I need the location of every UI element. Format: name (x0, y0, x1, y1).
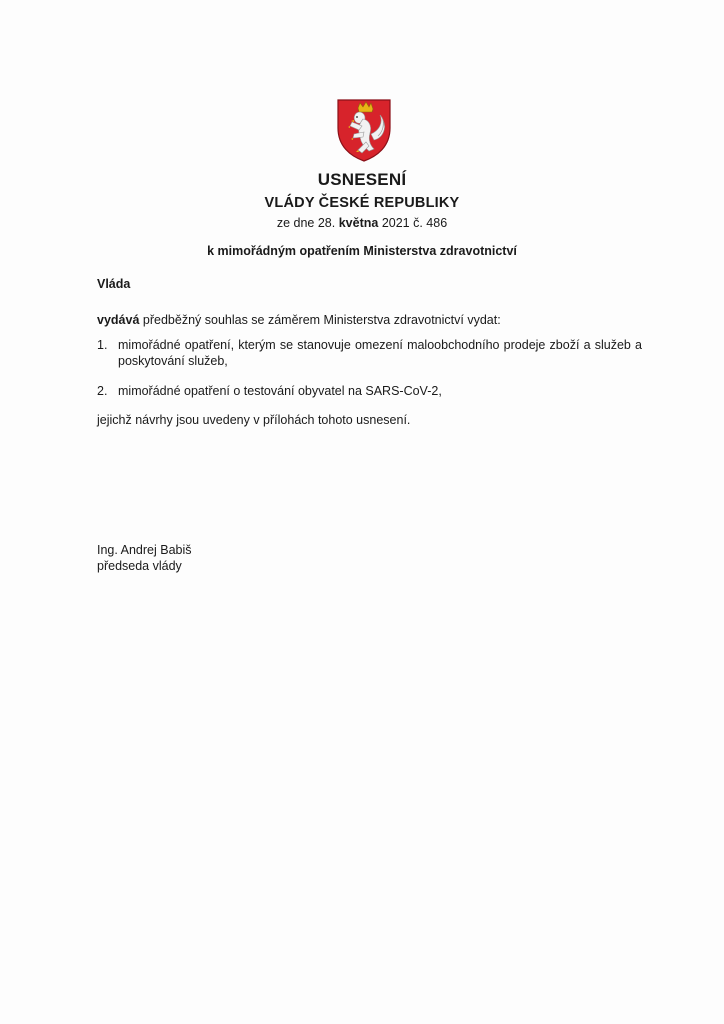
list-item (97, 337, 642, 369)
document-subtitle: VLÁDY ČESKÉ REPUBLIKY (264, 195, 460, 211)
resolution-closing: jejichž návrhy jsou uvedeny v přílohách tohoto usnesení. (97, 413, 411, 427)
document-title: USNESENÍ (317, 170, 407, 189)
list-item-number: 1. (97, 338, 108, 352)
list-item-text: mimořádné opatření, kterým se stanovuje omezení maloobchodního prodeje zboží a služeb a poskytování služeb, (118, 338, 642, 368)
date-month: května (338, 216, 379, 230)
list-item-text: mimořádné opatření o testování obyvatel na SARS-CoV-2, (118, 384, 442, 398)
date-suffix: 2021 č. 486 (381, 216, 448, 230)
list-item-number: 2. (97, 384, 108, 398)
czech-lion-coat-of-arms-icon (336, 98, 392, 162)
intro-verb: vydává (97, 313, 140, 327)
intro-rest: předběžný souhlas se záměrem Ministerstva zdravotnictví vydat: (142, 313, 501, 327)
resolution-actor: Vláda (97, 277, 131, 291)
signatory-name: Ing. Andrej Babiš (97, 543, 192, 557)
resolution-intro (97, 312, 501, 328)
list-item (97, 383, 642, 399)
signatory-role: předseda vlády (97, 559, 182, 573)
resolution-subject: k mimořádným opatřením Ministerstva zdravotnictví (207, 244, 517, 258)
document-date-line (0, 216, 724, 230)
date-prefix: ze dne 28. (276, 216, 336, 230)
